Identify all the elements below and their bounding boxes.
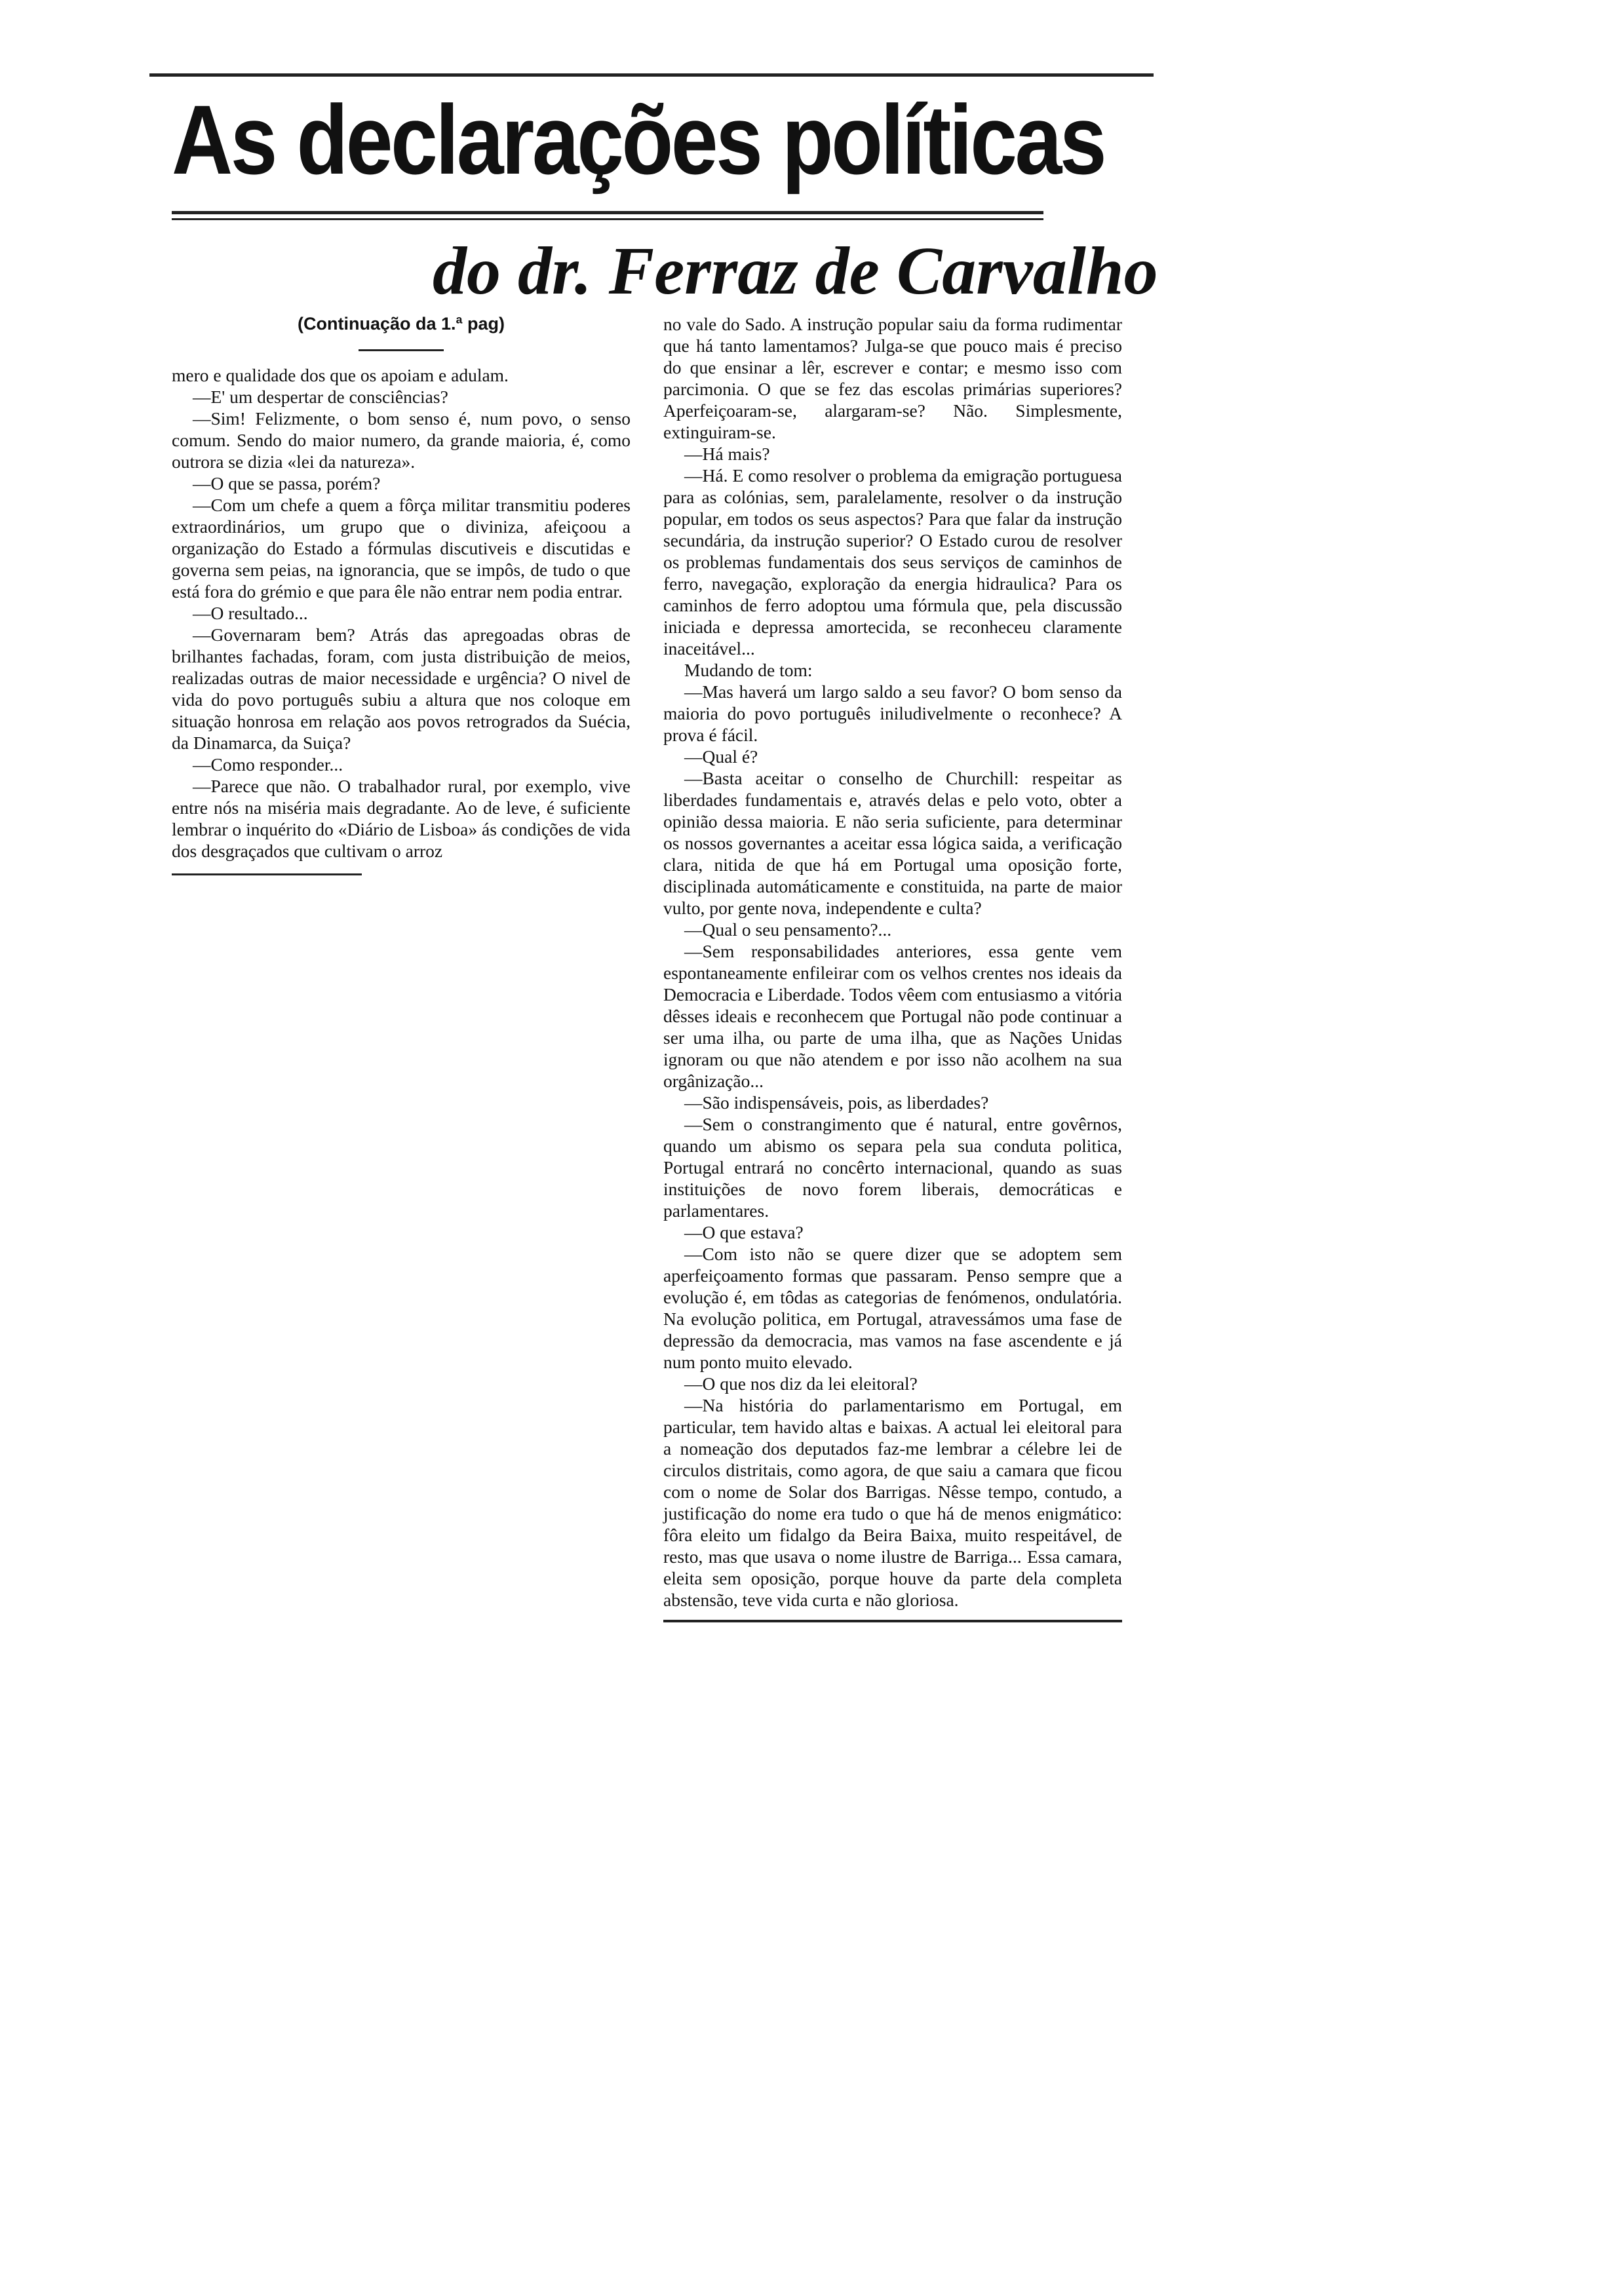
paragraph: —O que nos diz da lei eleitoral? [684,1373,918,1394]
paragraph: —O que estava? [684,1222,804,1242]
paragraph: —Parece que não. O trabalhador rural, por exemplo, vive entre nós na miséria mais degradante. Ao de leve, é suficiente lembrar o inquérito do «Diário de Lisboa» ás condições de vida dos desgraçados que cultivam o arroz [172,776,631,861]
paragraph: —Governaram bem? Atrás das apregoadas obras de brilhantes fachadas, foram, com justa distribuição de meios, realizadas outras de maior necessidade e urgência? O nivel de vida do povo português subiu a altura que nos coloque em situação honrosa em relação aos povos retrogrados da Suécia, da Dinamarca, da Suiça? [172,624,631,753]
left-column-end-rule [172,873,362,875]
paragraph: —Sem responsabilidades anteriores, essa gente vem espontaneamente enfileirar com os velhos crentes nos ideais da Democracia e Liberdade. Todos vêem com entusiasmo a vitória dêsses ideais e reconhecem que Portugal não pode continuar a ser uma ilha, ou parte de uma ilha, que as Nações Unidas ignoram ou que não atendem e por isso não acolhem na sua orgânização... [663,941,1122,1091]
paragraph: —O resultado... [193,603,308,623]
paragraph: —E' um despertar de consciências? [193,387,448,407]
paragraph: —Com um chefe a quem a fôrça militar transmitiu poderes extraordinários, um grupo que o diviniza, afeiçoou a organização do Estado a fórmulas discutiveis e discutidas e governa sem peias, na ignorancia, que se impôs, de tudo o que está fora do grémio e que para êle não entrar nem podia entrar. [172,495,631,602]
paragraph: mero e qualidade dos que os apoiam e adulam. [172,365,509,385]
paragraph: —Há. E como resolver o problema da emigração portuguesa para as colónias, sem, paralelamente, resolver o da instrução popular, em todos os seus aspectos? Para que falar da instrução secundária, da instrução superior? O Estado curou de resolver os problemas fundamentais dos seus serviços de caminhos de ferro, navegação, exploração da energia hidraulica? Para os caminhos de ferro adoptou uma fórmula que, pela discussão iniciada e depressa amortecida, se reconheceu claramente inaceitável... [663,465,1122,659]
top-rule [149,73,1154,77]
continuation-rule [359,349,444,351]
paragraph: —Sim! Felizmente, o bom senso é, num povo, o senso comum. Sendo do maior numero, da grande maioria, é, como outrora se dizia «lei da natureza». [172,408,631,472]
continuation-note: (Continuação da 1.ª pag) [297,314,505,334]
right-column-end-rule [663,1620,1122,1622]
paragraph: —Na história do parlamentarismo em Portugal, em particular, tem havido altas e baixas. A actual lei eleitoral para a nomeação dos deputados faz-me lembrar a célebre lei de circulos distritais, como agora, de que saiu a camara que ficou com o nome de Solar dos Barrigas. Nêsse tempo, contudo, a justificação do nome era tudo o que há de menos enigmático: fôra eleito um fidalgo da Beira Baixa, muito respeitável, de resto, mas que usava o nome ilustre de Barriga... Essa camara, eleita sem oposição, porque houve da parte dela completa abstensão, teve vida curta e não gloriosa. [663,1395,1122,1610]
subheadline: do dr. Ferraz de Carvalho [433,233,1158,309]
paragraph: —Como responder... [193,754,343,775]
paragraph: no vale do Sado. A instrução popular saiu da forma rudimentar que há tanto lamentamos? Julga-se que pouco mais é preciso do que ensinar a lêr, escrever e contar; e mesmo isso com parcimonia. O que se fez das escolas primárias superiores? Aperfeiçoaram-se, alargaram-se? Não. Simplesmente, extinguiram-se. [663,314,1122,442]
paragraph: —Sem o constrangimento que é natural, entre govêrnos, quando um abismo os separa pela sua conduta politica, Portugal entrará no concêrto internacional, quando as suas instituições de novo forem liberais, democráticas e parlamentares. [663,1114,1122,1221]
headline-double-rule [172,211,1043,220]
paragraph: —O que se passa, porém? [193,473,381,493]
headline: As declarações políticas [172,85,1105,195]
paragraph: —Basta aceitar o conselho de Churchill: respeitar as liberdades fundamentais e, através delas e pelo voto, obter a opinião dessa maioria. E não seria suficiente, para determinar os nossos governantes a aceitar essa lógica saida, a verificação clara, nitida de que há em Portugal uma oposição forte, disciplinada automáticamente e constituida, na parte de maior vulto, por gente nova, independente e culta? [663,768,1122,918]
paragraph: —São indispensáveis, pois, as liberdades? [684,1092,989,1113]
paragraph: Mudando de tom: [684,660,813,680]
paragraph: —Com isto não se quere dizer que se adoptem sem aperfeiçoamento formas que passaram. Penso sempre que a evolução é, em tôdas as categorias de fenómenos, ondulatória. Na evolução politica, em Portugal, atravessámos uma fase de depressão da democracia, mas vamos na fase ascendente e já num ponto muito elevado. [663,1244,1122,1372]
left-column [172,313,631,875]
paragraph: —Há mais? [684,444,770,464]
paragraph: —Mas haverá um largo saldo a seu favor? O bom senso da maioria do povo português iniludivelmente o reconhece? A prova é fácil. [663,681,1122,745]
paragraph: —Qual o seu pensamento?... [684,919,892,940]
right-column [663,313,1122,1622]
paragraph: —Qual é? [684,746,758,767]
